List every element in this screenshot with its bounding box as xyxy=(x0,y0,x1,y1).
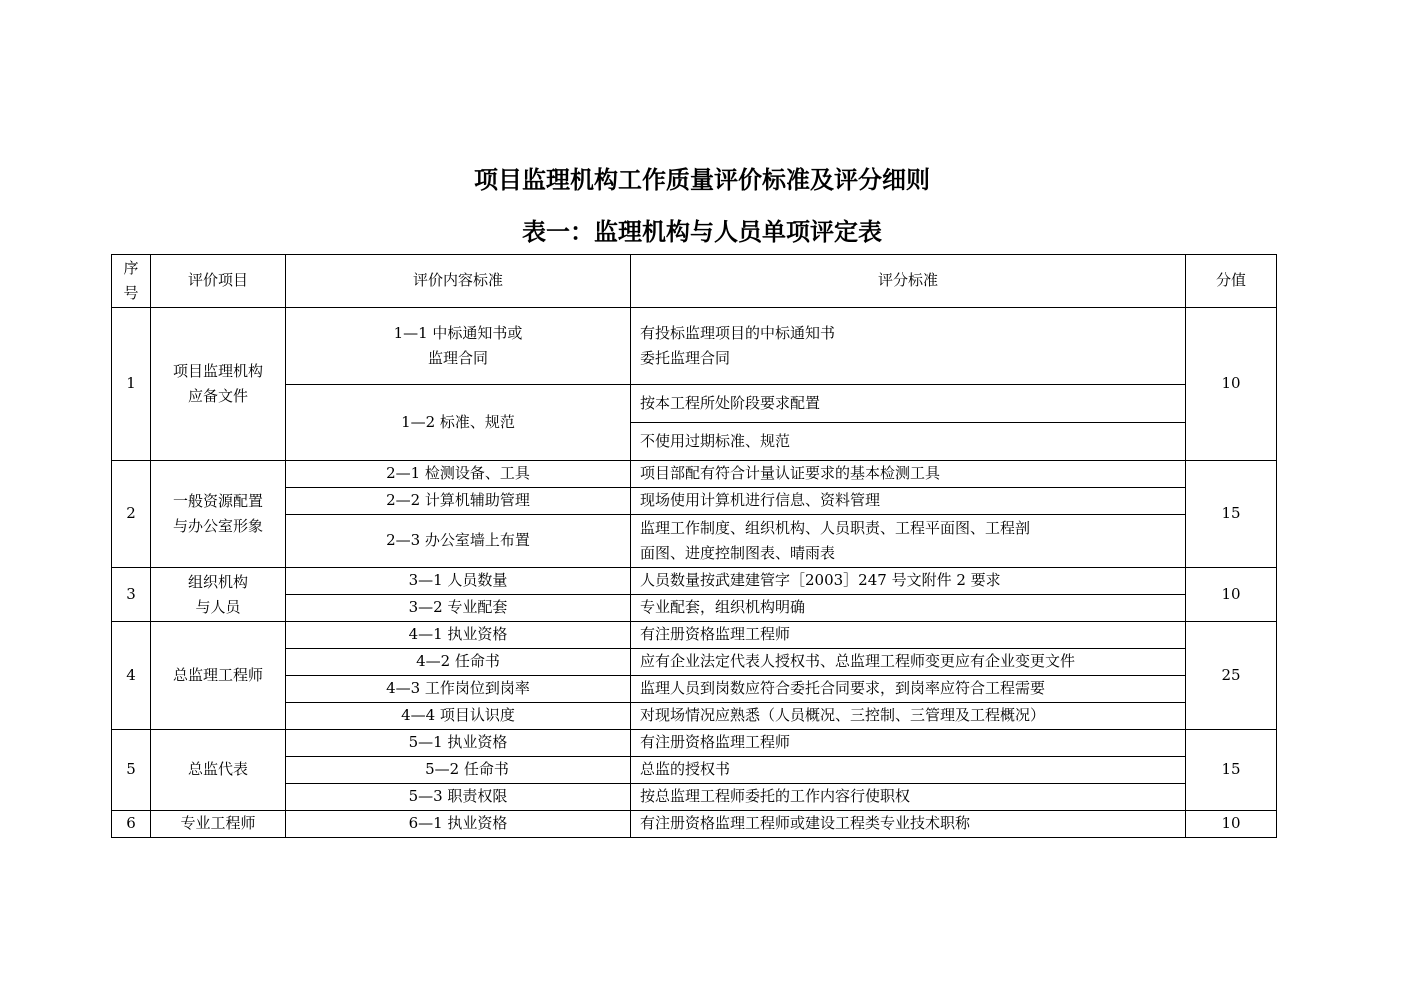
content-standard: 5—3 职责权限 xyxy=(286,784,631,811)
scoring-criteria: 有投标监理项目的中标通知书 委托监理合同 xyxy=(631,308,1186,385)
evaluation-table xyxy=(111,254,1277,838)
table-row xyxy=(112,461,1277,488)
table-title: 表一：监理机构与人员单项评定表 xyxy=(522,218,882,246)
row-no: 3 xyxy=(112,568,151,622)
content-standard: 4—2 任命书 xyxy=(286,649,631,676)
content-standard: 2—2 计算机辅助管理 xyxy=(286,488,631,515)
content-standard: 2—1 检测设备、工具 xyxy=(286,461,631,488)
content-standard: 3—1 人员数量 xyxy=(286,568,631,595)
row-no: 4 xyxy=(112,622,151,730)
content-standard: 6—1 执业资格 xyxy=(286,811,631,838)
content-standard: 4—3 工作岗位到岗率 xyxy=(286,676,631,703)
score-value: 10 xyxy=(1186,568,1277,622)
evaluation-item: 总监代表 xyxy=(151,730,286,811)
scoring-criteria: 现场使用计算机进行信息、资料管理 xyxy=(631,488,1186,515)
content-standard: 3—2 专业配套 xyxy=(286,595,631,622)
table-row xyxy=(112,649,1277,676)
scoring-criteria: 对现场情况应熟悉（人员概况、三控制、三管理及工程概况） xyxy=(631,703,1186,730)
score-value: 25 xyxy=(1186,622,1277,730)
evaluation-item: 组织机构 与人员 xyxy=(151,568,286,622)
scoring-criteria: 不使用过期标准、规范 xyxy=(631,423,1186,461)
scoring-criteria: 应有企业法定代表人授权书、总监理工程师变更应有企业变更文件 xyxy=(631,649,1186,676)
content-standard: 1—2 标准、规范 xyxy=(286,385,631,461)
header-item: 评价项目 xyxy=(151,255,286,308)
header-score: 分值 xyxy=(1186,255,1277,308)
scoring-criteria: 有注册资格监理工程师 xyxy=(631,730,1186,757)
table-header-row xyxy=(112,255,1277,308)
score-value: 10 xyxy=(1186,308,1277,461)
table-row xyxy=(112,308,1277,385)
row-no: 1 xyxy=(112,308,151,461)
scoring-criteria: 监理工作制度、组织机构、人员职责、工程平面图、工程剖 面图、进度控制图表、晴雨表 xyxy=(631,515,1186,568)
row-no: 6 xyxy=(112,811,151,838)
document-title: 项目监理机构工作质量评价标准及评分细则 xyxy=(474,166,930,194)
score-value: 15 xyxy=(1186,461,1277,568)
table-row xyxy=(112,595,1277,622)
table-row xyxy=(112,385,1277,423)
scoring-criteria: 按本工程所处阶段要求配置 xyxy=(631,385,1186,423)
header-content: 评价内容标准 xyxy=(286,255,631,308)
evaluation-item: 总监理工程师 xyxy=(151,622,286,730)
table-row xyxy=(112,730,1277,757)
scoring-criteria: 人员数量按武建建管字［2003］247 号文附件 2 要求 xyxy=(631,568,1186,595)
header-criteria: 评分标准 xyxy=(631,255,1186,308)
row-no: 5 xyxy=(112,730,151,811)
scoring-criteria: 按总监理工程师委托的工作内容行使职权 xyxy=(631,784,1186,811)
table-row xyxy=(112,488,1277,515)
evaluation-item: 专业工程师 xyxy=(151,811,286,838)
scoring-criteria: 总监的授权书 xyxy=(631,757,1186,784)
header-no: 序 号 xyxy=(112,255,151,308)
row-no: 2 xyxy=(112,461,151,568)
score-value: 15 xyxy=(1186,730,1277,811)
table-row xyxy=(112,676,1277,703)
evaluation-item: 项目监理机构 应备文件 xyxy=(151,308,286,461)
scoring-criteria: 有注册资格监理工程师 xyxy=(631,622,1186,649)
content-standard: 5—1 执业资格 xyxy=(286,730,631,757)
content-standard: 5—2 任命书 xyxy=(286,757,631,784)
scoring-criteria: 项目部配有符合计量认证要求的基本检测工具 xyxy=(631,461,1186,488)
table-row xyxy=(112,515,1277,568)
scoring-criteria: 监理人员到岗数应符合委托合同要求，到岗率应符合工程需要 xyxy=(631,676,1186,703)
content-standard: 4—4 项目认识度 xyxy=(286,703,631,730)
table-row xyxy=(112,703,1277,730)
content-standard: 1—1 中标通知书或 监理合同 xyxy=(286,308,631,385)
content-standard: 2—3 办公室墙上布置 xyxy=(286,515,631,568)
scoring-criteria: 有注册资格监理工程师或建设工程类专业技术职称 xyxy=(631,811,1186,838)
evaluation-item: 一般资源配置 与办公室形象 xyxy=(151,461,286,568)
score-value: 10 xyxy=(1186,811,1277,838)
table-row xyxy=(112,811,1277,838)
table-row xyxy=(112,622,1277,649)
table-row xyxy=(112,757,1277,784)
table-row xyxy=(112,784,1277,811)
scoring-criteria: 专业配套，组织机构明确 xyxy=(631,595,1186,622)
content-standard: 4—1 执业资格 xyxy=(286,622,631,649)
table-row xyxy=(112,568,1277,595)
